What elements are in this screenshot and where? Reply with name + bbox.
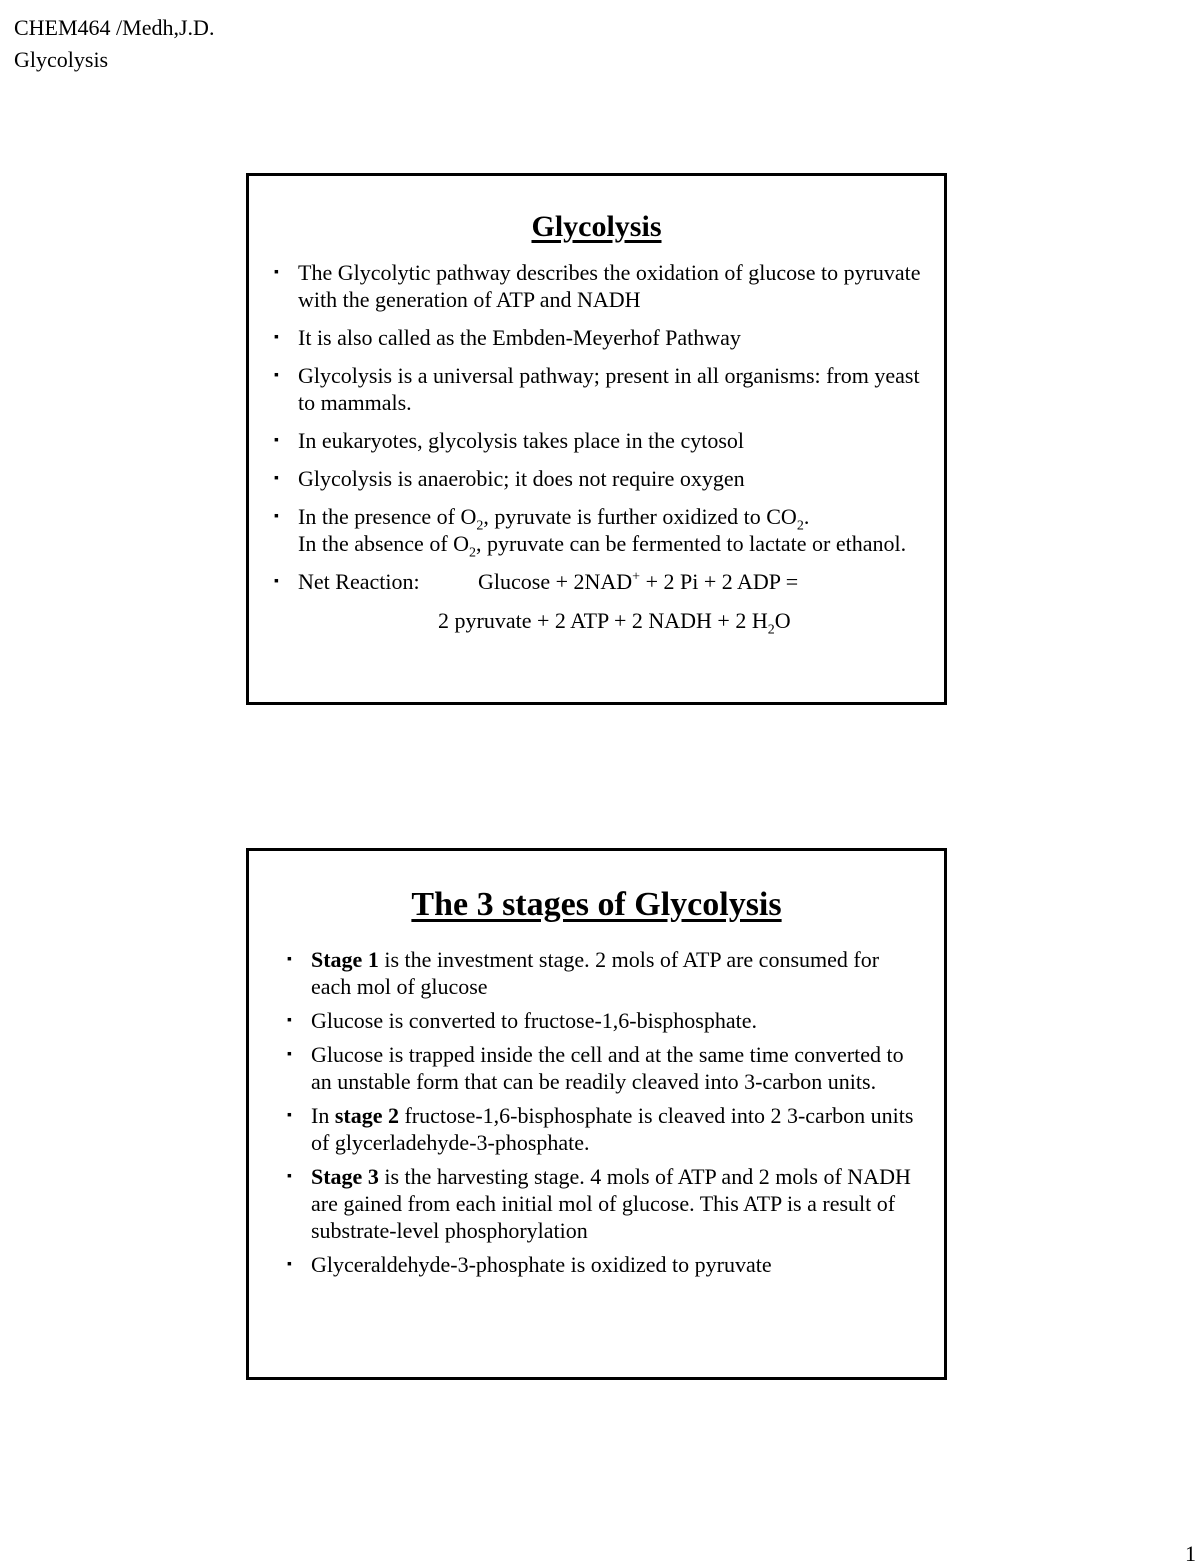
- bullet-item: [311, 1163, 924, 1244]
- bullet-bold: stage 2: [334, 1103, 399, 1128]
- topic-header: Glycolysis: [14, 47, 109, 72]
- reaction-products: [298, 607, 924, 638]
- slide-three-stages: [246, 848, 947, 1380]
- subscript: 2: [767, 622, 775, 638]
- reaction-right-a: 2 pyruvate + 2 ATP + 2 NADH + 2 H: [438, 608, 768, 633]
- bullet-item: [311, 946, 924, 1000]
- bullet-item: ▪ Glycolysis is a universal pathway; present in all organisms: from yeast to mammals.: [298, 362, 924, 416]
- page-number: 1: [1185, 1541, 1196, 1566]
- oxygen-text-5: , pyruvate can be fermented to lactate or ethanol.: [476, 531, 907, 556]
- slide-title: Glycolysis: [531, 210, 662, 243]
- bullet-item: ▪ In eukaryotes, glycolysis takes place in the cytosol: [298, 427, 924, 454]
- bullet-prefix: In: [311, 1103, 335, 1128]
- bullet-item: [311, 1007, 924, 1034]
- bullet-item: [311, 1041, 924, 1095]
- bullet-item: ▪ The Glycolytic pathway describes the oxidation of glucose to pyruvate with the generation of ATP and NADH: [298, 259, 924, 313]
- superscript: +: [632, 569, 641, 585]
- subscript: 2: [796, 518, 804, 534]
- bullet-item: [311, 1251, 924, 1278]
- bullet-bold: Stage 3: [311, 1164, 379, 1189]
- reaction-left-b: + 2 Pi + 2 ADP =: [640, 569, 799, 594]
- bullet-text: is the investment stage. 2 mols of ATP are consumed for each mol of glucose: [311, 947, 880, 999]
- oxygen-text-1: In the presence of O: [298, 504, 477, 529]
- bullet-item: [311, 1102, 924, 1156]
- bullet-list: [298, 259, 924, 638]
- reaction-right-b: O: [774, 608, 791, 633]
- bullet-text: fructose-1,6-bisphosphate is cleaved into 2 3-carbon units of glycerladehyde-3-phosphate.: [311, 1103, 914, 1155]
- course-header: CHEM464 /Medh,J.D.: [14, 15, 215, 40]
- bullet-item-net-reaction: [298, 568, 924, 638]
- reaction-left-a: Glucose + 2NAD: [478, 569, 633, 594]
- bullet-bold: Stage 1: [311, 947, 379, 972]
- oxygen-text-2: , pyruvate is further oxidized to CO: [483, 504, 797, 529]
- page-header: [14, 12, 214, 76]
- slide-title: The 3 stages of Glycolysis: [411, 886, 782, 923]
- net-reaction-label: Net Reaction:: [298, 569, 420, 594]
- bullet-item: ▪ It is also called as the Embden-Meyerhof Pathway: [298, 324, 924, 351]
- oxygen-text-3: .: [803, 504, 810, 529]
- subscript: 2: [469, 545, 477, 561]
- bullet-text: Glucose is trapped inside the cell and at the same time converted to an unstable form that can be readily cleaved into 3-carbon units.: [311, 1042, 904, 1094]
- bullet-text: is the harvesting stage. 4 mols of ATP and 2 mols of NADH are gained from each initial mol of glucose. This ATP is a result of substrate-level phosphorylation: [311, 1164, 911, 1243]
- bullet-text: Glucose is converted to fructose-1,6-bisphosphate.: [311, 1008, 757, 1033]
- bullet-item: ▪ Glycolysis is anaerobic; it does not require oxygen: [298, 465, 924, 492]
- slide-glycolysis-overview: [246, 173, 947, 705]
- bullet-item-oxygen: [298, 503, 924, 561]
- subscript: 2: [476, 518, 484, 534]
- bullet-list: [311, 946, 924, 1278]
- bullet-text: Glyceraldehyde-3-phosphate is oxidized to pyruvate: [311, 1252, 772, 1277]
- oxygen-text-4: In the absence of O: [298, 531, 470, 556]
